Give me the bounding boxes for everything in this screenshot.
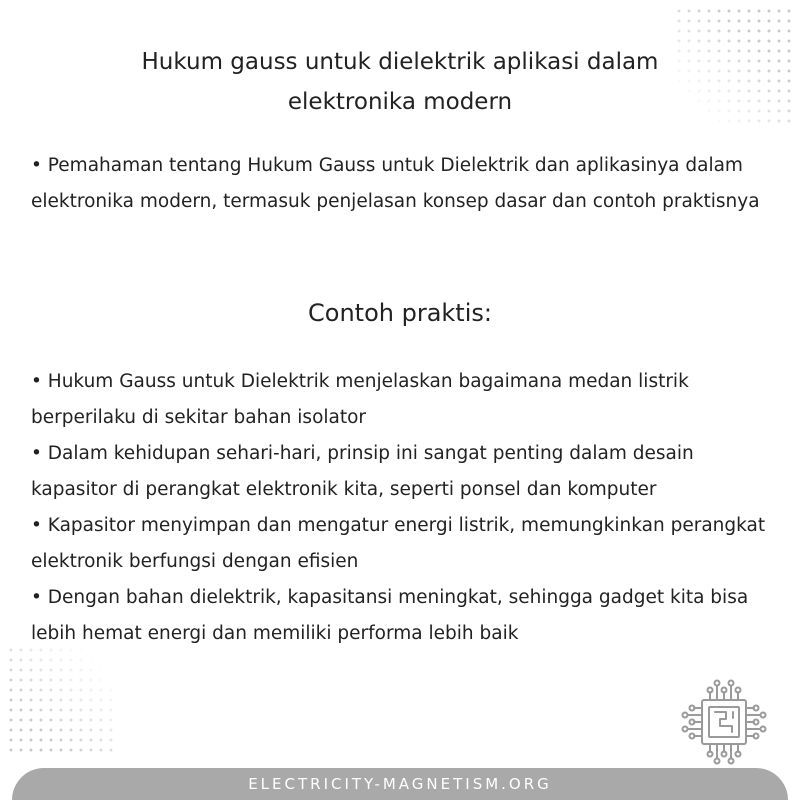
examples-list [31, 364, 776, 652]
examples-heading: Contoh praktis: [308, 299, 492, 327]
circuit-chip-icon [674, 672, 774, 772]
dot-pattern-bottom-left [6, 645, 116, 755]
footer-site-label: ELECTRICITY-MAGNETISM.ORG [248, 775, 552, 793]
title-line-2: elektronika modern [287, 89, 513, 115]
page-title [40, 42, 760, 122]
list-item: • Dalam kehidupan sehari-hari, prinsip ini sangat penting dalam desain kapasitor di perangkat elektronik kita, seperti ponsel dan komputer [31, 443, 694, 500]
intro-paragraph: • Pemahaman tentang Hukum Gauss untuk Dielektrik dan aplikasinya dalam elektronika modern, termasuk penjelasan konsep dasar dan contoh praktisnya [31, 155, 760, 212]
list-item: • Hukum Gauss untuk Dielektrik menjelaskan bagaimana medan listrik berperilaku di sekitar bahan isolator [31, 371, 689, 428]
list-item: • Dengan bahan dielektrik, kapasitansi meningkat, sehingga gadget kita bisa lebih hemat energi dan memiliki performa lebih baik [31, 587, 749, 644]
list-item: • Kapasitor menyimpan dan mengatur energi listrik, memungkinkan perangkat elektronik berfungsi dengan efisien [31, 515, 766, 572]
title-line-1: Hukum gauss untuk dielektrik aplikasi dalam [141, 49, 659, 75]
footer-bar [12, 768, 788, 800]
